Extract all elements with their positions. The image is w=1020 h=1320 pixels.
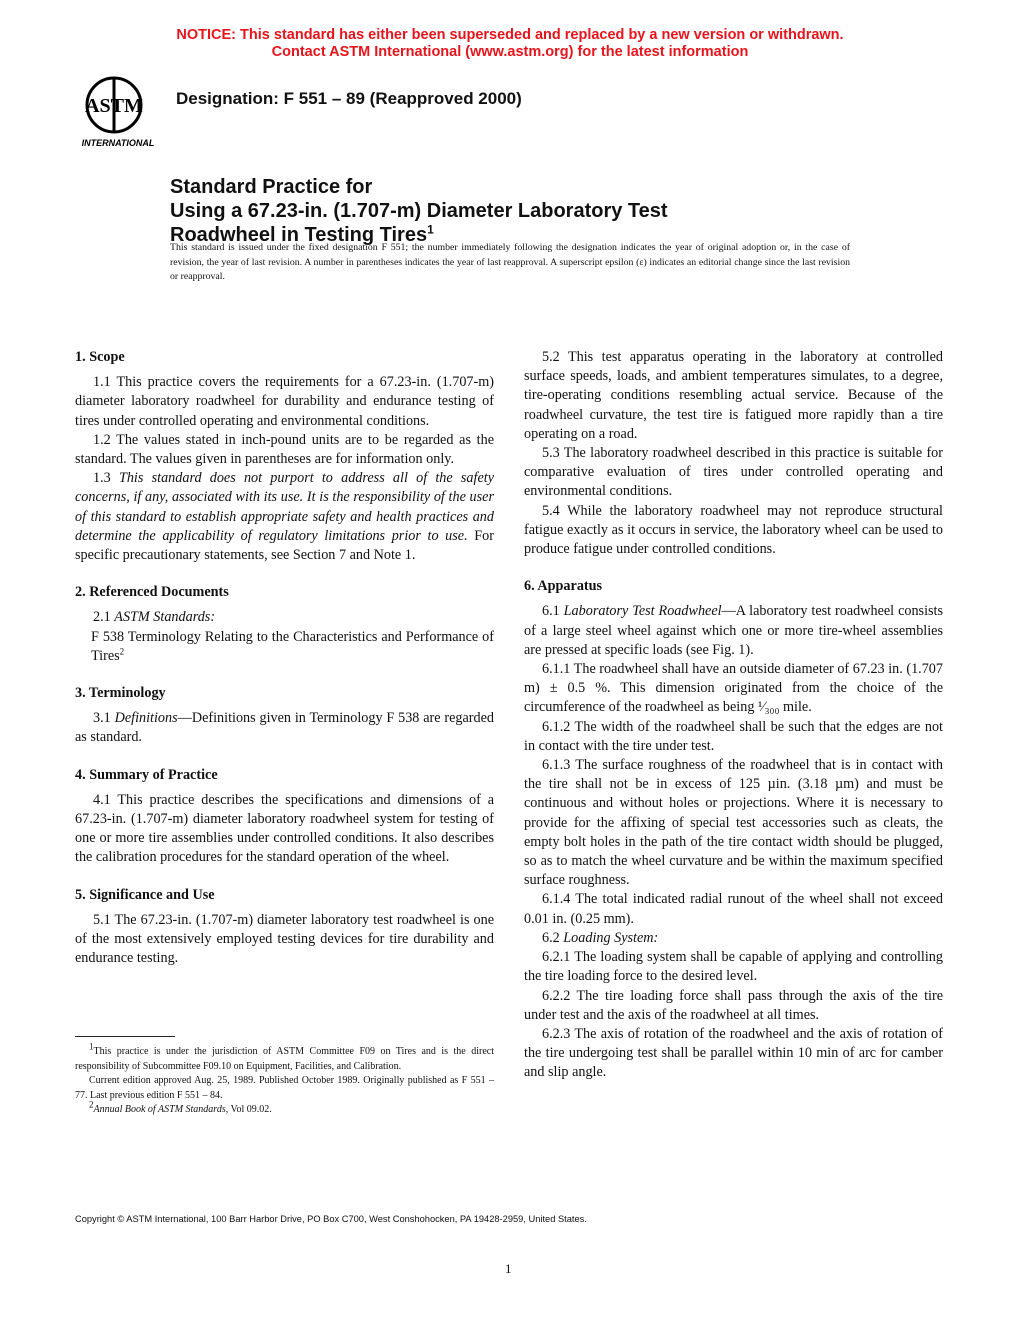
title-line-3: Roadwheel in Testing Tires$^1$ bbox=[170, 222, 434, 246]
section-heading-terminology: 3. Terminology bbox=[75, 685, 166, 702]
paragraph-1-2: 1.2 The values stated in inch-pound units are to be regarded as the standard. The values given in parentheses are for information only. bbox=[75, 431, 494, 468]
notice-banner bbox=[0, 27, 1020, 61]
paragraph-6-2: 6.2 Loading System: bbox=[542, 929, 659, 946]
paragraph-6-1-1: 6.1.1 The roadwheel shall have an outside diameter of 67.23 in. (1.707 m) ± 0.5 %. This dimension originated from the choice of the circumference of the roadwheel as being ¹⁄₃₀₀ mile. bbox=[524, 661, 943, 716]
footnote-1-edition: Current edition approved Aug. 25, 1989. Published October 1989. Originally published as F 551 – 77. Last previous edition F 551 – 84. bbox=[75, 1075, 494, 1101]
logo-text: ASTM bbox=[85, 95, 143, 117]
footnotes bbox=[75, 1041, 494, 1118]
paragraph-5-2: 5.2 This test apparatus operating in the laboratory at controlled surface speeds, loads, and ambient temperatures simulates, to a degree, tire-operating conditions resembling actual service. Because of the roadwheel curvature, the test tire is fatigued more rapidly than a tire operating on a road. bbox=[524, 349, 943, 442]
astm-logo bbox=[74, 72, 162, 150]
left-column bbox=[75, 348, 494, 968]
paragraph-6-1-2: 6.1.2 The width of the roadwheel shall be such that the edges are not in contact with the tire under test. bbox=[524, 718, 943, 754]
notice-line-2: Contact ASTM International (www.astm.org) for the latest information bbox=[271, 44, 749, 60]
page-number: 1 bbox=[505, 1261, 512, 1276]
section-heading-referenced-documents: 2. Referenced Documents bbox=[75, 584, 229, 601]
paragraph-1-1: 1.1 This practice covers the requirements for a 67.23-in. (1.707-m) diameter laboratory roadwheel for durability and endurance testing of tires under controlled operating and environmental conditions. bbox=[75, 374, 494, 429]
issuance-statement: This standard is issued under the fixed designation F 551; the number immediately following the designation indicates the year of original adoption or, in the case of revision, the year of last revision. A number in parentheses indicates the year of last reapproval. A superscript epsilon (ε) indicates an editorial change since the last revision or reapproval. bbox=[170, 242, 850, 282]
logo-subtext: INTERNATIONAL bbox=[81, 138, 155, 148]
footnote-1: $^1$This practice is under the jurisdiction of ASTM Committee F09 on Tires and is the direct responsibility of Subcommittee F09.10 on Equipment, Facilities, and Calibration. bbox=[75, 1041, 494, 1072]
notice-line-1: NOTICE: This standard has either been superseded and replaced by a new version or withdrawn. bbox=[176, 27, 844, 43]
paragraph-2-1: 2.1 ASTM Standards: bbox=[93, 609, 216, 626]
paragraph-5-1: 5.1 The 67.23-in. (1.707-m) diameter laboratory test roadwheel is one of the most extensively employed testing devices for tire durability and endurance testing. bbox=[75, 911, 494, 967]
paragraph-6-1-3: 6.1.3 The surface roughness of the roadwheel that is in contact with the tire shall not be in excess of 125 µin. (3.18 µm) and must be continuous and without holes or projections. Where it is necessary to provide for the affixing of special test accessories such as cleats, the empty bolt holes in the path of the tire contact width should be plugged, so as to match the wheel curvature and be within the maximum specified surface roughness. bbox=[524, 757, 943, 889]
footnote-divider bbox=[75, 1036, 175, 1037]
reference-f538: F 538 Terminology Relating to the Characteristics and Performance of Tires$^2$ bbox=[91, 628, 494, 664]
title-line-1: Standard Practice for bbox=[170, 176, 373, 198]
paragraph-6-1-4: 6.1.4 The total indicated radial runout of the wheel shall not exceed 0.01 in. (0.25 mm). bbox=[524, 891, 943, 927]
title-footnote-ref: 1 bbox=[427, 222, 434, 237]
section-heading-scope: 1. Scope bbox=[75, 349, 125, 365]
section-heading-apparatus: 6. Apparatus bbox=[524, 578, 603, 595]
paragraph-5-3: 5.3 The laboratory roadwheel described in this practice is suitable for comparative evaluation of tires under controlled operating and environmental conditions. bbox=[524, 445, 943, 500]
paragraph-6-2-1: 6.2.1 The loading system shall be capable of applying and controlling the tire loading force to the desired level. bbox=[524, 949, 943, 985]
section-heading-significance: 5. Significance and Use bbox=[75, 886, 215, 903]
section-heading-summary: 4. Summary of Practice bbox=[75, 766, 218, 783]
paragraph-6-2-3: 6.2.3 The axis of rotation of the roadwheel and the axis of rotation of the tire undergoing test shall be parallel within 10 min of arc for camber and slip angle. bbox=[524, 1025, 943, 1081]
copyright-line: Copyright © ASTM International, 100 Barr Harbor Drive, PO Box C700, West Conshohocken, PA 19428-2959, United States. bbox=[75, 1214, 587, 1224]
paragraph-1-3: 1.3 This standard does not purport to address all of the safety concerns, if any, associated with its use. It is the responsibility of the user of this standard to establish appropriate safety and health practices and determine the applicability of regulatory limitations prior to use. For specific precautionary statements, see Section 7 and Note 1. bbox=[75, 470, 495, 564]
document-title bbox=[170, 175, 870, 247]
paragraph-6-2-2: 6.2.2 The tire loading force shall pass through the axis of the tire under test and the axis of the roadwheel at all times. bbox=[524, 987, 943, 1023]
footnote-2: $^2$Annual Book of ASTM Standards, Vol 09.02. bbox=[89, 1099, 272, 1115]
designation: Designation: F 551 – 89 (Reapproved 2000) bbox=[176, 89, 522, 108]
right-column bbox=[524, 348, 943, 1083]
paragraph-4-1: 4.1 This practice describes the specifications and dimensions of a 67.23-in. (1.707-m) diameter laboratory roadwheel system for testing of one or more tire assemblies under controlled conditions. It also describes the calibration procedures for the standard operation of the wheel. bbox=[75, 791, 494, 866]
paragraph-5-4: 5.4 While the laboratory roadwheel may not reproduce structural fatigue exactly as it occurs in service, the laboratory wheel can be used to produce fatigue under controlled conditions. bbox=[524, 502, 943, 558]
paragraph-6-1: 6.1 Laboratory Test Roadwheel—A laboratory test roadwheel consists of a large steel wheel against which one or more tire-wheel assemblies are pressed at specific loads (see Fig. 1). bbox=[524, 603, 943, 658]
title-line-2: Using a 67.23-in. (1.707-m) Diameter Laboratory Test bbox=[170, 200, 668, 222]
paragraph-3-1: 3.1 Definitions—Definitions given in Terminology F 538 are regarded as standard. bbox=[75, 710, 494, 746]
